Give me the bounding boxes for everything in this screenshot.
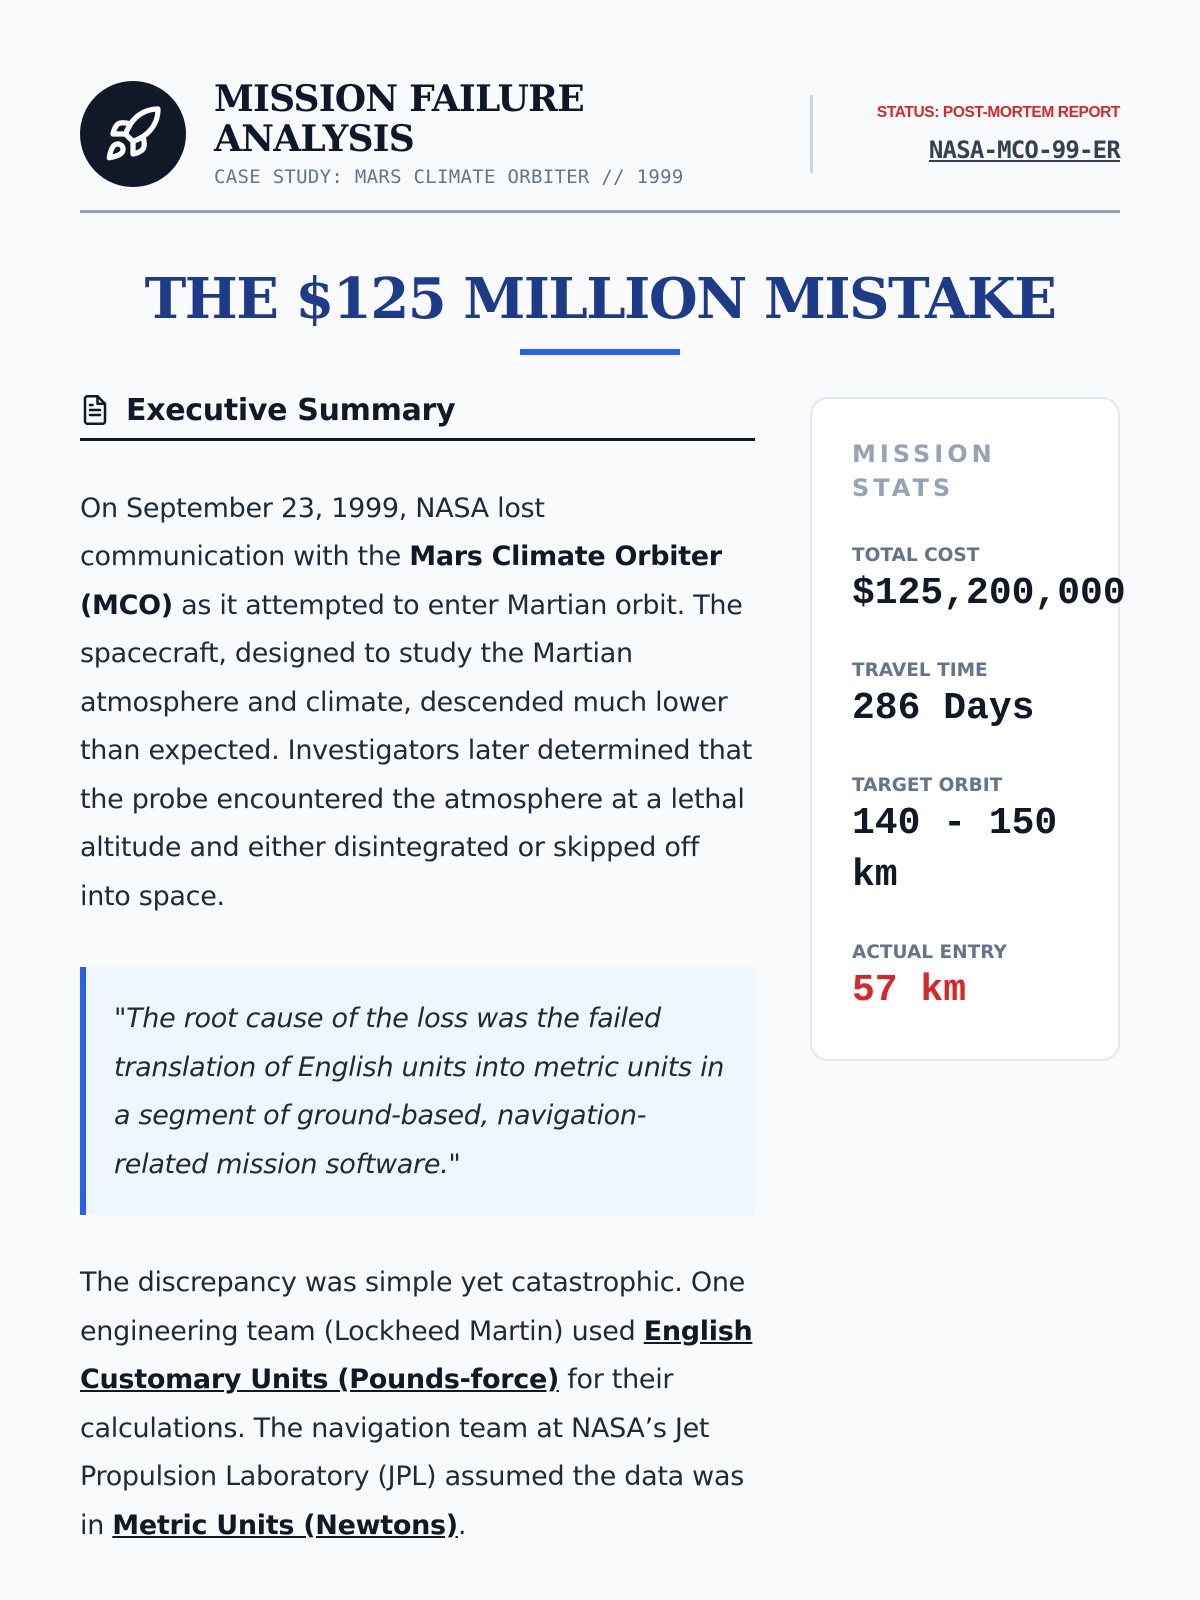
stat-total-cost	[852, 544, 1126, 620]
header-rule	[80, 210, 1120, 213]
root-cause-quote: "The root cause of the loss was the failed translation of English units into metric units in a segment of ground-based, navigation-related mission software."	[80, 967, 755, 1215]
main-column	[80, 393, 755, 1551]
text-run: On September 23, 1999, NASA lost communication with the	[80, 492, 545, 573]
stat-value: 140 - 150 km	[852, 801, 1058, 897]
stat-actual-entry	[852, 942, 1118, 1017]
stat-value: $125,200,000	[852, 571, 1126, 615]
stat-value: 57 km	[852, 968, 967, 1012]
report-header	[80, 80, 1120, 188]
section-title: Executive Summary	[126, 392, 456, 428]
stat-travel-time	[852, 660, 1118, 735]
title-block	[214, 80, 794, 187]
emphasis-english-units: English Customary Units (Pounds-force)	[80, 1315, 753, 1396]
stat-label: TOTAL COST	[852, 544, 980, 566]
text-run: .	[457, 1509, 467, 1541]
stat-label: ACTUAL ENTRY	[852, 941, 1007, 963]
section-heading	[80, 393, 755, 441]
emphasis-mco: Mars Climate Orbiter (MCO)	[80, 541, 722, 621]
page-headline: THE $125 MILLION MISTAKE	[144, 266, 1056, 332]
status-block	[841, 104, 1120, 164]
stats-title: MISSION STATS	[852, 439, 996, 502]
sidebar	[810, 397, 1126, 1551]
report-subtitle: CASE STUDY: MARS CLIMATE ORBITER // 1999	[214, 165, 684, 188]
header-divider	[810, 95, 813, 173]
text-run: for their calculations. The navigation team at NASA’s Jet Propulsion Laboratory (JPL) assumed the data was in	[80, 1364, 744, 1541]
status-label: STATUS: POST-MORTEM REPORT	[876, 104, 1120, 121]
text-run: The discrepancy was simple yet catastrophic. One engineering team (Lockheed Martin) used	[80, 1267, 745, 1347]
text-run: as it attempted to enter Martian orbit. The spacecraft, designed to study the Martian atmosphere and climate, descended much lower than expected. Investigators later determined that the probe encountered the atmosphere at a lethal altitude and either disintegrated or skipped off into space.	[80, 589, 753, 912]
summary-paragraph-2	[80, 1259, 755, 1550]
mission-stats-card	[810, 397, 1126, 1061]
content-columns	[80, 392, 1126, 1551]
emphasis-metric-units: Metric Units (Newtons)	[112, 1509, 458, 1541]
stat-label: TARGET ORBIT	[852, 774, 1003, 796]
rocket-icon	[80, 81, 186, 187]
stat-value: 286 Days	[852, 686, 1035, 730]
summary-paragraph-1	[80, 485, 755, 922]
report-title: MISSION FAILURE ANALYSIS	[214, 78, 584, 160]
headline-underline	[520, 349, 680, 355]
stat-target-orbit	[852, 775, 1118, 902]
stat-label: TRAVEL TIME	[852, 659, 988, 681]
document-id-link[interactable]: NASA-MCO-99-ER	[928, 136, 1120, 164]
headline-section	[80, 266, 1120, 355]
document-icon	[80, 393, 110, 427]
